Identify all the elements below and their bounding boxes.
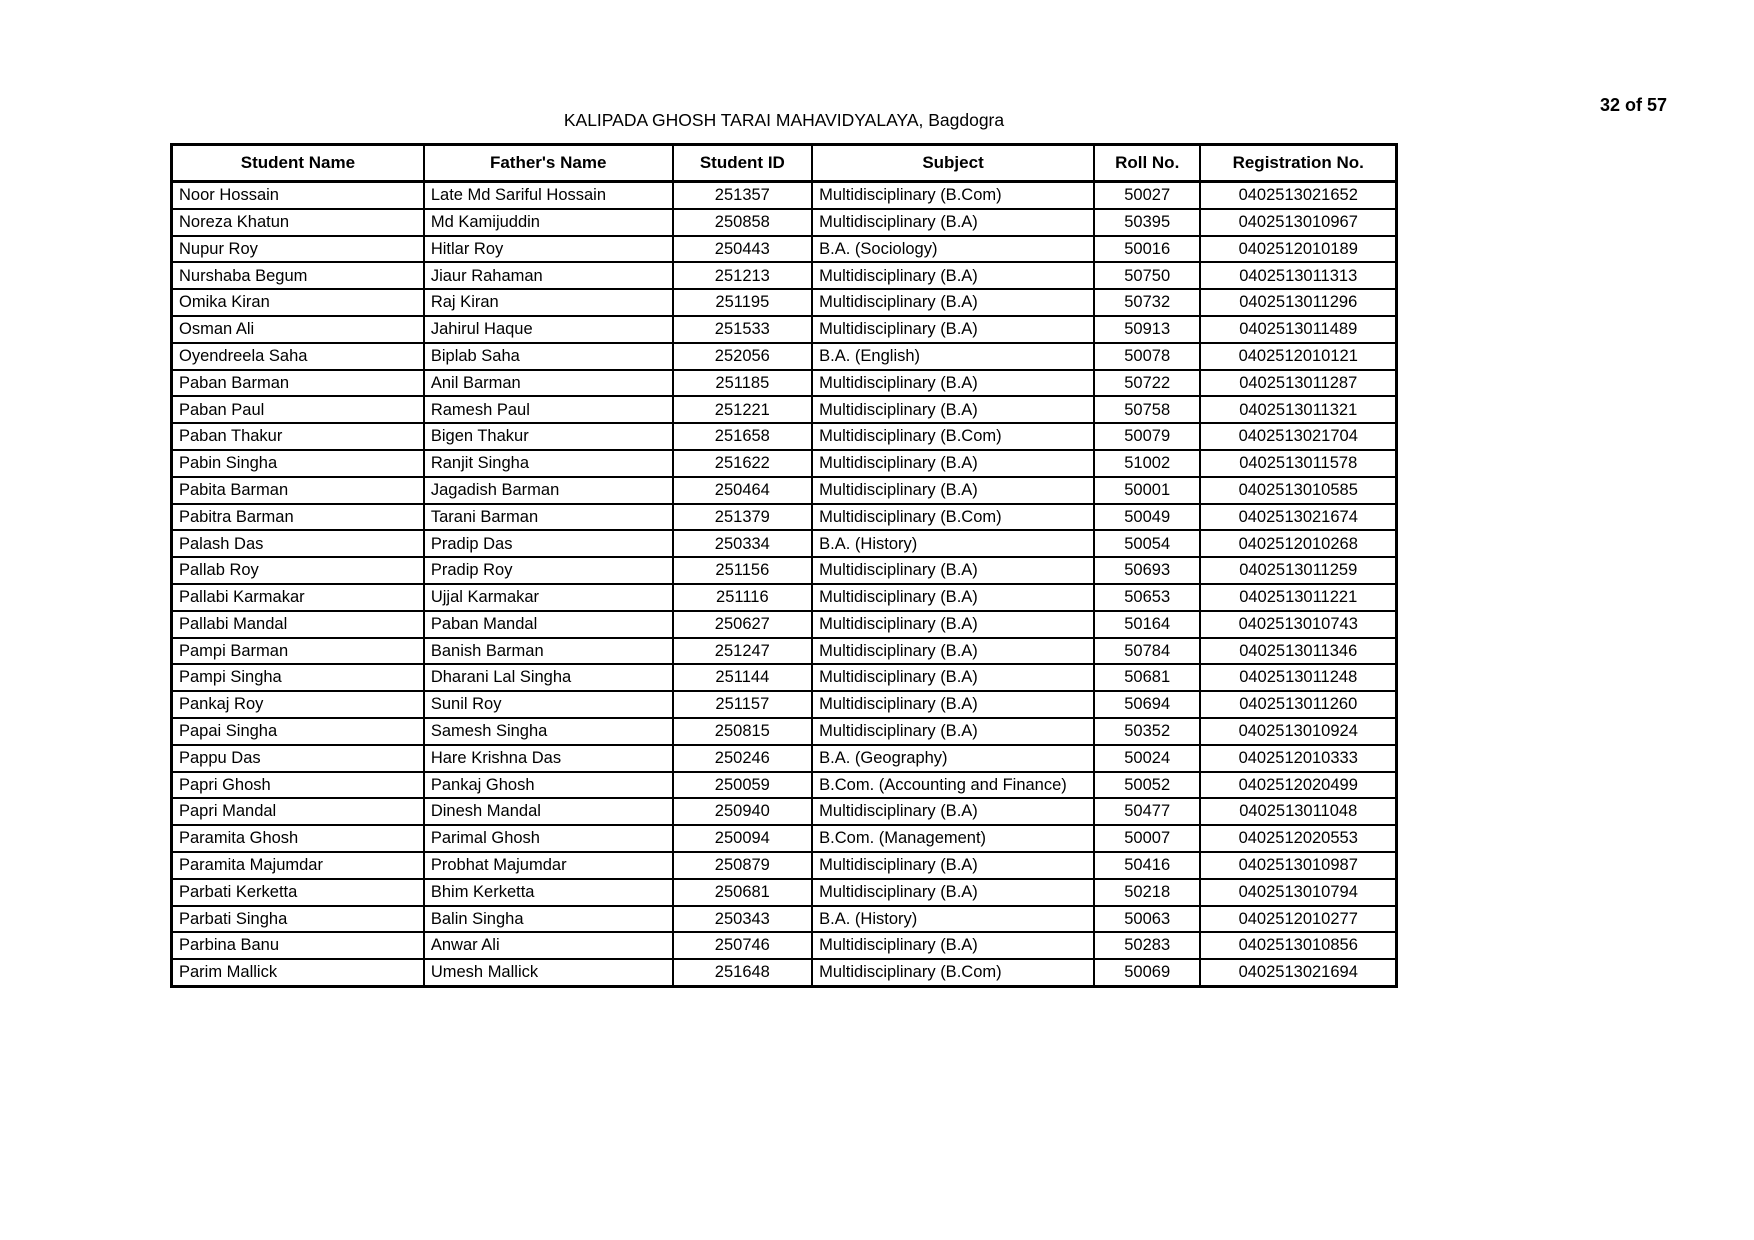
roll-no-cell: 50732 (1094, 289, 1201, 316)
student-name-cell: Pankaj Roy (172, 691, 424, 718)
student-name-cell: Paramita Majumdar (172, 852, 424, 879)
roll-no-cell: 50218 (1094, 879, 1201, 906)
registration-no-cell: 0402513010585 (1200, 477, 1396, 504)
roll-no-cell: 50164 (1094, 611, 1201, 638)
registration-no-cell: 0402513011578 (1200, 450, 1396, 477)
table-row (172, 370, 1397, 397)
registration-no-cell: 0402513011259 (1200, 557, 1396, 584)
father-name-cell: Balin Singha (424, 906, 673, 933)
father-name-cell: Late Md Sariful Hossain (424, 182, 673, 209)
student-id-cell: 252056 (673, 343, 813, 370)
student-id-cell: 250334 (673, 530, 813, 557)
header-subject: Subject (812, 145, 1094, 182)
student-id-cell: 250858 (673, 209, 813, 236)
student-name-cell: Pabin Singha (172, 450, 424, 477)
roll-no-cell: 50653 (1094, 584, 1201, 611)
registration-no-cell: 0402512010333 (1200, 745, 1396, 772)
subject-cell: Multidisciplinary (B.A) (812, 664, 1094, 691)
father-name-cell: Jiaur Rahaman (424, 262, 673, 289)
student-id-cell: 251247 (673, 638, 813, 665)
student-id-cell: 251213 (673, 262, 813, 289)
roll-no-cell: 50024 (1094, 745, 1201, 772)
father-name-cell: Pankaj Ghosh (424, 772, 673, 799)
student-name-cell: Pabita Barman (172, 477, 424, 504)
subject-cell: Multidisciplinary (B.Com) (812, 504, 1094, 531)
father-name-cell: Md Kamijuddin (424, 209, 673, 236)
student-id-cell: 251156 (673, 557, 813, 584)
registration-no-cell: 0402513021694 (1200, 959, 1396, 986)
subject-cell: B.A. (Geography) (812, 745, 1094, 772)
father-name-cell: Anwar Ali (424, 932, 673, 959)
roll-no-cell: 50007 (1094, 825, 1201, 852)
page-number: 32 of 57 (1600, 95, 1668, 115)
student-name-cell: Noor Hossain (172, 182, 424, 209)
registration-no-cell: 0402513011221 (1200, 584, 1396, 611)
table-row (172, 530, 1397, 557)
roll-no-cell: 50395 (1094, 209, 1201, 236)
student-id-cell: 251116 (673, 584, 813, 611)
subject-cell: Multidisciplinary (B.A) (812, 691, 1094, 718)
student-id-cell: 250879 (673, 852, 813, 879)
father-name-cell: Banish Barman (424, 638, 673, 665)
subject-cell: Multidisciplinary (B.A) (812, 370, 1094, 397)
header-student-name: Student Name (172, 145, 424, 182)
student-id-cell: 250940 (673, 798, 813, 825)
table-row (172, 852, 1397, 879)
subject-cell: B.A. (History) (812, 530, 1094, 557)
table-row (172, 879, 1397, 906)
student-name-cell: Pampi Singha (172, 664, 424, 691)
father-name-cell: Jahirul Haque (424, 316, 673, 343)
father-name-cell: Parimal Ghosh (424, 825, 673, 852)
student-id-cell: 250627 (673, 611, 813, 638)
father-name-cell: Samesh Singha (424, 718, 673, 745)
subject-cell: Multidisciplinary (B.A) (812, 879, 1094, 906)
subject-cell: Multidisciplinary (B.A) (812, 209, 1094, 236)
father-name-cell: Pradip Das (424, 530, 673, 557)
student-id-cell: 250815 (673, 718, 813, 745)
registration-no-cell: 0402513011313 (1200, 262, 1396, 289)
roll-no-cell: 50694 (1094, 691, 1201, 718)
roll-no-cell: 50079 (1094, 423, 1201, 450)
table-row (172, 396, 1397, 423)
subject-cell: B.A. (Sociology) (812, 236, 1094, 263)
registration-no-cell: 0402513011321 (1200, 396, 1396, 423)
table-row (172, 906, 1397, 933)
registration-no-cell: 0402513011296 (1200, 289, 1396, 316)
student-name-cell: Osman Ali (172, 316, 424, 343)
table-row (172, 611, 1397, 638)
father-name-cell: Jagadish Barman (424, 477, 673, 504)
roll-no-cell: 50069 (1094, 959, 1201, 986)
student-id-cell: 250343 (673, 906, 813, 933)
subject-cell: Multidisciplinary (B.A) (812, 557, 1094, 584)
table-row (172, 664, 1397, 691)
roll-no-cell: 50913 (1094, 316, 1201, 343)
student-id-cell: 251221 (673, 396, 813, 423)
father-name-cell: Ranjit Singha (424, 450, 673, 477)
registration-no-cell: 0402512010277 (1200, 906, 1396, 933)
table-row (172, 477, 1397, 504)
registration-no-cell: 0402513010743 (1200, 611, 1396, 638)
roll-no-cell: 50283 (1094, 932, 1201, 959)
student-name-cell: Parbati Kerketta (172, 879, 424, 906)
father-name-cell: Probhat Majumdar (424, 852, 673, 879)
roll-no-cell: 50054 (1094, 530, 1201, 557)
student-name-cell: Parim Mallick (172, 959, 424, 986)
father-name-cell: Bhim Kerketta (424, 879, 673, 906)
student-name-cell: Omika Kiran (172, 289, 424, 316)
header-student-id: Student ID (673, 145, 813, 182)
student-id-cell: 251157 (673, 691, 813, 718)
header-row (172, 145, 1397, 182)
student-id-cell: 251622 (673, 450, 813, 477)
table-row (172, 450, 1397, 477)
father-name-cell: Sunil Roy (424, 691, 673, 718)
subject-cell: Multidisciplinary (B.A) (812, 262, 1094, 289)
table-row (172, 343, 1397, 370)
table-row (172, 289, 1397, 316)
registration-no-cell: 0402513010856 (1200, 932, 1396, 959)
subject-cell: B.Com. (Management) (812, 825, 1094, 852)
roll-no-cell: 50681 (1094, 664, 1201, 691)
student-id-cell: 251379 (673, 504, 813, 531)
table-row (172, 584, 1397, 611)
student-name-cell: Nupur Roy (172, 236, 424, 263)
table-row (172, 209, 1397, 236)
subject-cell: Multidisciplinary (B.Com) (812, 182, 1094, 209)
student-id-cell: 250246 (673, 745, 813, 772)
subject-cell: Multidisciplinary (B.A) (812, 396, 1094, 423)
registration-no-cell: 0402513010924 (1200, 718, 1396, 745)
roll-no-cell: 51002 (1094, 450, 1201, 477)
roll-no-cell: 50001 (1094, 477, 1201, 504)
student-id-cell: 251144 (673, 664, 813, 691)
subject-cell: Multidisciplinary (B.A) (812, 638, 1094, 665)
registration-no-cell: 0402513010967 (1200, 209, 1396, 236)
header-roll-no: Roll No. (1094, 145, 1201, 182)
subject-cell: Multidisciplinary (B.A) (812, 477, 1094, 504)
table-body (172, 182, 1397, 987)
student-id-cell: 251185 (673, 370, 813, 397)
student-name-cell: Pappu Das (172, 745, 424, 772)
table-row (172, 718, 1397, 745)
student-name-cell: Paramita Ghosh (172, 825, 424, 852)
student-id-cell: 251357 (673, 182, 813, 209)
student-id-cell: 250746 (673, 932, 813, 959)
father-name-cell: Dinesh Mandal (424, 798, 673, 825)
header-father-name: Father's Name (424, 145, 673, 182)
registration-no-cell: 0402513021704 (1200, 423, 1396, 450)
student-name-cell: Papri Mandal (172, 798, 424, 825)
father-name-cell: Bigen Thakur (424, 423, 673, 450)
student-id-cell: 250094 (673, 825, 813, 852)
roll-no-cell: 50027 (1094, 182, 1201, 209)
subject-cell: Multidisciplinary (B.A) (812, 289, 1094, 316)
roll-no-cell: 50078 (1094, 343, 1201, 370)
roll-no-cell: 50477 (1094, 798, 1201, 825)
student-id-cell: 250059 (673, 772, 813, 799)
registration-no-cell: 0402512020553 (1200, 825, 1396, 852)
student-name-cell: Oyendreela Saha (172, 343, 424, 370)
table-row (172, 772, 1397, 799)
table-row (172, 959, 1397, 986)
student-id-cell: 250443 (673, 236, 813, 263)
student-name-cell: Papri Ghosh (172, 772, 424, 799)
subject-cell: Multidisciplinary (B.A) (812, 316, 1094, 343)
subject-cell: B.A. (History) (812, 906, 1094, 933)
student-name-cell: Paban Paul (172, 396, 424, 423)
student-name-cell: Pallab Roy (172, 557, 424, 584)
student-name-cell: Palash Das (172, 530, 424, 557)
student-name-cell: Papai Singha (172, 718, 424, 745)
subject-cell: B.A. (English) (812, 343, 1094, 370)
student-id-cell: 251658 (673, 423, 813, 450)
students-table (170, 143, 1398, 988)
student-id-cell: 251533 (673, 316, 813, 343)
subject-cell: Multidisciplinary (B.A) (812, 450, 1094, 477)
roll-no-cell: 50352 (1094, 718, 1201, 745)
subject-cell: Multidisciplinary (B.A) (812, 852, 1094, 879)
registration-no-cell: 0402513011489 (1200, 316, 1396, 343)
student-name-cell: Pampi Barman (172, 638, 424, 665)
father-name-cell: Hare Krishna Das (424, 745, 673, 772)
roll-no-cell: 50416 (1094, 852, 1201, 879)
student-name-cell: Paban Thakur (172, 423, 424, 450)
table-row (172, 504, 1397, 531)
father-name-cell: Paban Mandal (424, 611, 673, 638)
subject-cell: Multidisciplinary (B.A) (812, 932, 1094, 959)
roll-no-cell: 50693 (1094, 557, 1201, 584)
father-name-cell: Ujjal Karmakar (424, 584, 673, 611)
student-name-cell: Pallabi Karmakar (172, 584, 424, 611)
registration-no-cell: 0402513011048 (1200, 798, 1396, 825)
registration-no-cell: 0402513021674 (1200, 504, 1396, 531)
roll-no-cell: 50722 (1094, 370, 1201, 397)
father-name-cell: Ramesh Paul (424, 396, 673, 423)
registration-no-cell: 0402513010987 (1200, 852, 1396, 879)
registration-no-cell: 0402512020499 (1200, 772, 1396, 799)
registration-no-cell: 0402513021652 (1200, 182, 1396, 209)
father-name-cell: Umesh Mallick (424, 959, 673, 986)
student-name-cell: Pabitra Barman (172, 504, 424, 531)
student-name-cell: Nurshaba Begum (172, 262, 424, 289)
student-name-cell: Noreza Khatun (172, 209, 424, 236)
subject-cell: Multidisciplinary (B.A) (812, 718, 1094, 745)
roll-no-cell: 50063 (1094, 906, 1201, 933)
table-row (172, 932, 1397, 959)
student-name-cell: Parbati Singha (172, 906, 424, 933)
father-name-cell: Anil Barman (424, 370, 673, 397)
father-name-cell: Tarani Barman (424, 504, 673, 531)
registration-no-cell: 0402512010268 (1200, 530, 1396, 557)
registration-no-cell: 0402513010794 (1200, 879, 1396, 906)
subject-cell: Multidisciplinary (B.A) (812, 611, 1094, 638)
table-row (172, 691, 1397, 718)
registration-no-cell: 0402513011248 (1200, 664, 1396, 691)
table-row (172, 745, 1397, 772)
subject-cell: B.Com. (Accounting and Finance) (812, 772, 1094, 799)
document-title: KALIPADA GHOSH TARAI MAHAVIDYALAYA, Bagdogra (563, 110, 1005, 130)
table-row (172, 316, 1397, 343)
registration-no-cell: 0402512010189 (1200, 236, 1396, 263)
subject-cell: Multidisciplinary (B.Com) (812, 959, 1094, 986)
table-row (172, 825, 1397, 852)
registration-no-cell: 0402513011346 (1200, 638, 1396, 665)
table-row (172, 262, 1397, 289)
subject-cell: Multidisciplinary (B.Com) (812, 423, 1094, 450)
table-row (172, 638, 1397, 665)
father-name-cell: Dharani Lal Singha (424, 664, 673, 691)
student-id-cell: 250681 (673, 879, 813, 906)
table-row (172, 798, 1397, 825)
subject-cell: Multidisciplinary (B.A) (812, 584, 1094, 611)
registration-no-cell: 0402512010121 (1200, 343, 1396, 370)
student-id-cell: 251195 (673, 289, 813, 316)
registration-no-cell: 0402513011287 (1200, 370, 1396, 397)
student-id-cell: 250464 (673, 477, 813, 504)
father-name-cell: Biplab Saha (424, 343, 673, 370)
table-row (172, 557, 1397, 584)
subject-cell: Multidisciplinary (B.A) (812, 798, 1094, 825)
student-id-cell: 251648 (673, 959, 813, 986)
registration-no-cell: 0402513011260 (1200, 691, 1396, 718)
roll-no-cell: 50052 (1094, 772, 1201, 799)
student-name-cell: Pallabi Mandal (172, 611, 424, 638)
father-name-cell: Raj Kiran (424, 289, 673, 316)
table-row (172, 182, 1397, 209)
student-name-cell: Parbina Banu (172, 932, 424, 959)
father-name-cell: Hitlar Roy (424, 236, 673, 263)
table-row (172, 423, 1397, 450)
father-name-cell: Pradip Roy (424, 557, 673, 584)
roll-no-cell: 50049 (1094, 504, 1201, 531)
student-name-cell: Paban Barman (172, 370, 424, 397)
roll-no-cell: 50016 (1094, 236, 1201, 263)
roll-no-cell: 50784 (1094, 638, 1201, 665)
header-registration-no: Registration No. (1200, 145, 1396, 182)
roll-no-cell: 50750 (1094, 262, 1201, 289)
roll-no-cell: 50758 (1094, 396, 1201, 423)
table-row (172, 236, 1397, 263)
